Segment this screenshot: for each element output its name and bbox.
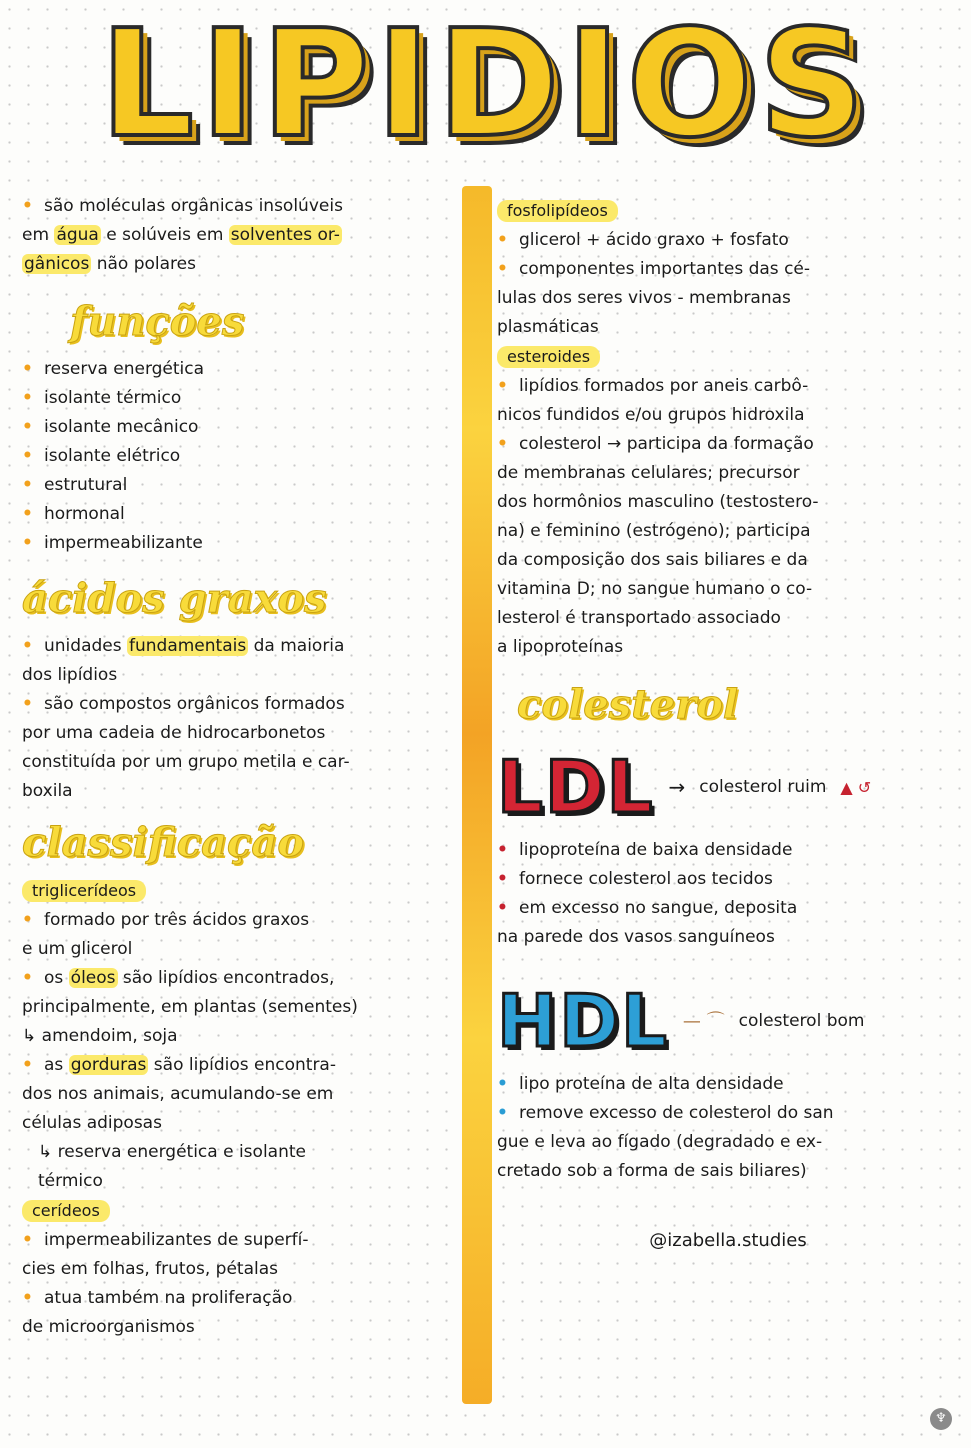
list-item-text: isolante mecânico: [44, 417, 199, 437]
text-line: [497, 255, 959, 284]
text-line: [22, 964, 460, 993]
funcoes-heading: funções: [70, 298, 245, 345]
bullet-icon: •: [22, 968, 33, 988]
text-line: dos lipídios: [22, 665, 118, 685]
text: glicerol + ácido graxo + fosfato: [519, 230, 789, 250]
text-line: plasmáticas: [497, 317, 599, 337]
fosfolipideos-label: fosfolipídeos: [497, 200, 618, 222]
list-item-text: hormonal: [44, 504, 125, 524]
highlight-gorduras: gorduras: [70, 1055, 147, 1075]
bullet-icon: •: [497, 259, 508, 279]
text: remove excesso de colesterol do san: [519, 1103, 834, 1123]
intro-text: não polares: [91, 254, 196, 274]
text-line: [497, 836, 959, 865]
text-line: células adiposas: [22, 1113, 162, 1133]
text-line: a lipoproteínas: [497, 637, 624, 657]
fosfolipideos-text: [497, 226, 959, 342]
text-line: e um glicerol: [22, 939, 133, 959]
list-item: [22, 500, 460, 529]
list-item: [22, 471, 460, 500]
text-line: na parede dos vasos sanguíneos: [497, 927, 775, 947]
text-line: lulas dos seres vivos - membranas: [497, 288, 791, 308]
text-line: principalmente, em plantas (sementes): [22, 997, 358, 1017]
text: lipoproteína de baixa densidade: [519, 840, 793, 860]
acidos-graxos-heading: ácidos graxos: [22, 575, 327, 622]
trigliceridios-label: triglicerídeos: [22, 880, 146, 902]
text-line: cretado sob a forma de sais biliares): [497, 1161, 807, 1181]
bullet-icon: •: [497, 230, 508, 250]
bullet-icon: •: [497, 376, 508, 396]
text-line: [22, 690, 460, 719]
hdl-badge: HDL: [497, 979, 669, 1063]
text: as: [44, 1055, 69, 1075]
text: fornece colesterol aos tecidos: [519, 869, 773, 889]
right-column: [497, 196, 959, 1255]
intro-text: são moléculas orgânicas insolúveis: [44, 196, 343, 216]
bullet-icon: •: [22, 359, 33, 379]
list-item-text: isolante térmico: [44, 388, 182, 408]
intro-text: e solúveis em: [100, 225, 229, 245]
page-title: [0, 0, 971, 170]
text-line: dos hormônios masculino (testostero-: [497, 492, 819, 512]
cerideos-text: [22, 1226, 460, 1342]
text-line: lesterol é transportado associado: [497, 608, 781, 628]
list-item: [22, 442, 460, 471]
hdl-note: colesterol bom: [738, 1010, 865, 1031]
text-line: [22, 632, 460, 661]
bullet-icon: •: [22, 388, 33, 408]
text: impermeabilizantes de superfí-: [44, 1230, 309, 1250]
text: os: [44, 968, 69, 988]
intro-line: [22, 192, 460, 221]
text-line: nicos fundidos e/ou grupos hidroxila: [497, 405, 805, 425]
text: unidades: [44, 636, 127, 656]
hdl-text: [497, 1070, 959, 1186]
text-line: [22, 1284, 460, 1313]
bullet-icon: •: [22, 1055, 33, 1075]
intro-text: em: [22, 225, 55, 245]
text-line: [497, 1070, 959, 1099]
text-line: [497, 1099, 959, 1128]
classificacao-heading: classificação: [22, 819, 305, 866]
trigliceridios-text: [22, 906, 460, 1196]
bullet-icon: •: [497, 1103, 508, 1123]
text: são lipídios encontrados,: [117, 968, 335, 988]
text: são lipídios encontra-: [148, 1055, 336, 1075]
bullet-icon: •: [497, 1074, 508, 1094]
text-line: vitamina D; no sangue humano o co-: [497, 579, 813, 599]
devil-horns-icon: ▲ ↺: [840, 777, 872, 797]
highlight-fundamentais: fundamentais: [129, 636, 247, 656]
angel-halo-icon: — ⌒: [682, 1010, 725, 1032]
text-line: [497, 372, 959, 401]
text-line: [497, 430, 959, 459]
text-line: na) e feminino (estrógeno); participa: [497, 521, 811, 541]
text: lipo proteína de alta densidade: [519, 1074, 784, 1094]
text-line: gue e leva ao fígado (degradado e ex-: [497, 1132, 823, 1152]
bullet-icon: •: [497, 898, 508, 918]
intro-line: [22, 221, 460, 250]
bullet-icon: •: [22, 533, 33, 553]
ldl-badge: LDL: [497, 745, 655, 829]
text-line: ↳ reserva energética e isolante: [38, 1142, 306, 1162]
list-item-text: reserva energética: [44, 359, 205, 379]
funcoes-list: [22, 355, 460, 558]
bullet-icon: •: [22, 636, 33, 656]
text: são compostos orgânicos formados: [44, 694, 345, 714]
text: componentes importantes das cé-: [519, 259, 811, 279]
highlight-organicos: gânicos: [24, 254, 90, 274]
text-line: cies em folhas, frutos, pétalas: [22, 1259, 278, 1279]
bullet-icon: •: [497, 869, 508, 889]
list-item: [22, 355, 460, 384]
text-line: térmico: [38, 1171, 103, 1191]
esteroides-text: [497, 372, 959, 662]
bullet-icon: •: [22, 446, 33, 466]
text-line: [22, 906, 460, 935]
colesterol-heading: colesterol: [517, 681, 739, 728]
list-item: [22, 413, 460, 442]
text: em excesso no sangue, deposita: [519, 898, 798, 918]
cerideos-label: cerídeos: [22, 1200, 110, 1222]
bullet-icon: •: [22, 196, 33, 216]
text-line: de microorganismos: [22, 1317, 195, 1337]
text-line: ↳ amendoim, soja: [22, 1026, 178, 1046]
bullet-icon: •: [497, 840, 508, 860]
list-item-text: isolante elétrico: [44, 446, 181, 466]
bullet-icon: •: [22, 1288, 33, 1308]
title-text: LIPIDIOS: [99, 0, 872, 170]
highlight-solventes: solventes or-: [230, 225, 340, 245]
watermark-icon: ♆: [930, 1408, 952, 1430]
text: lipídios formados por aneis carbô-: [519, 376, 809, 396]
arrow-right-icon: →: [668, 774, 686, 799]
bullet-icon: •: [22, 417, 33, 437]
ldl-row: [497, 738, 959, 836]
text-line: [22, 1226, 460, 1255]
author-credit: @izabella.studies: [649, 1230, 807, 1251]
text: atua também na proliferação: [44, 1288, 293, 1308]
esteroides-label: esteroides: [497, 346, 600, 368]
list-item: [22, 529, 460, 558]
ldl-note: colesterol ruim: [699, 776, 827, 797]
text-line: constituída por um grupo metila e car-: [22, 752, 350, 772]
center-divider: [462, 186, 492, 1404]
text-line: [497, 226, 959, 255]
text-line: [497, 894, 959, 923]
bullet-icon: •: [22, 1230, 33, 1250]
bullet-icon: •: [497, 434, 508, 454]
text-line: por uma cadeia de hidrocarbonetos: [22, 723, 326, 743]
left-column: [22, 192, 460, 1342]
acidos-graxos-text: [22, 632, 460, 806]
highlight-oleos: óleos: [70, 968, 116, 988]
text-line: [22, 1051, 460, 1080]
ldl-text: [497, 836, 959, 952]
text-line: de membranas celulares; precursor: [497, 463, 800, 483]
hdl-row: [497, 972, 959, 1070]
text-line: [497, 865, 959, 894]
text-line: boxila: [22, 781, 73, 801]
text: da maioria: [248, 636, 345, 656]
highlight-agua: água: [56, 225, 99, 245]
list-item: [22, 384, 460, 413]
list-item-text: estrutural: [44, 475, 128, 495]
bullet-icon: •: [22, 504, 33, 524]
bullet-icon: •: [22, 475, 33, 495]
text: formado por três ácidos graxos: [44, 910, 310, 930]
list-item-text: impermeabilizante: [44, 533, 203, 553]
text: colesterol → participa da formação: [519, 434, 814, 454]
text-line: dos nos animais, acumulando-se em: [22, 1084, 334, 1104]
intro-line: [22, 250, 460, 279]
text-line: da composição dos sais biliares e da: [497, 550, 808, 570]
bullet-icon: •: [22, 910, 33, 930]
bullet-icon: •: [22, 694, 33, 714]
